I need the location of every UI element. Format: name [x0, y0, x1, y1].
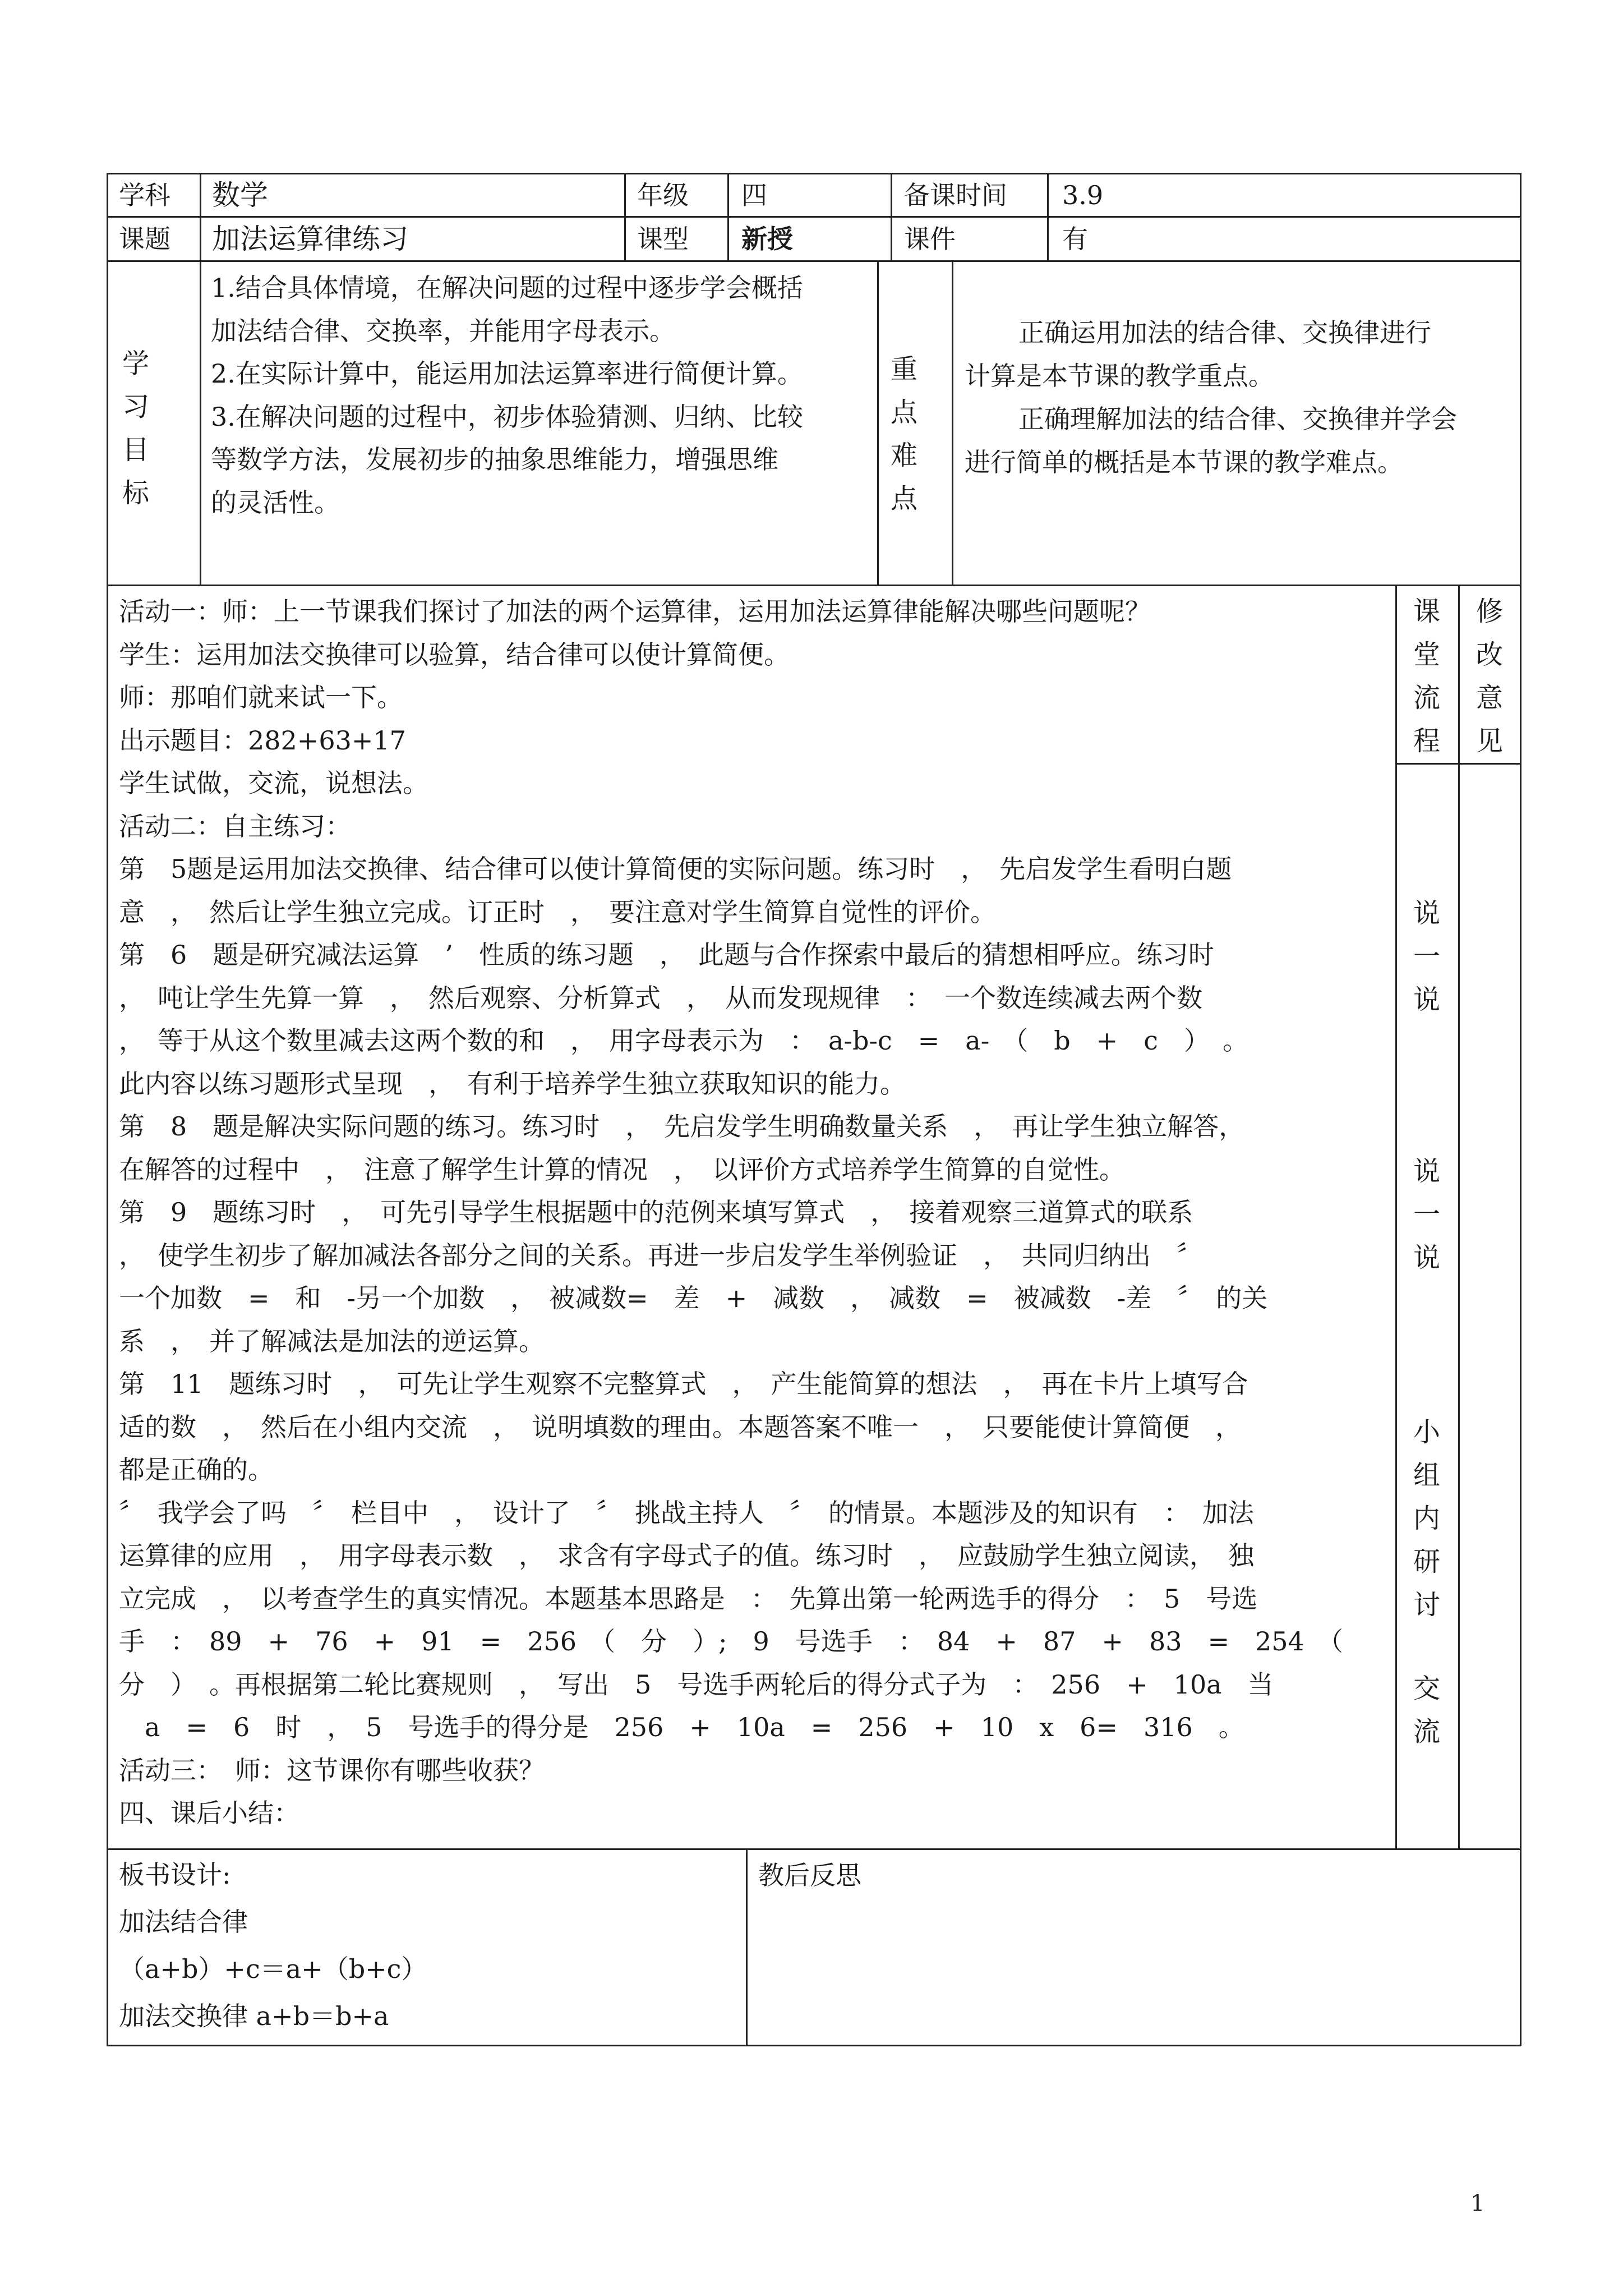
prep-time-value: 3.9	[1062, 180, 1104, 210]
flow-header: 课 堂 流 程	[1413, 596, 1440, 757]
revise-header: 修 改 意 见	[1476, 596, 1503, 757]
grade-label: 年级	[637, 180, 689, 210]
objectives-label: 学 习 目 标	[122, 348, 149, 509]
process-text: 活动一：师：上一节课我们探讨了加法的两个运算律，运用加法运算律能解决哪些问题呢？ 学生：运用加法交换律可以验算，结合律可以使计算简便。 师：那咱们就来试一下。 出示题目：282+63+17 学生试做，交流，说想法。 活动二：自主练习： 第 5题是运用加法交换律、结合律可以使计算简便的实际问题。练习时 ， 先启发学生看明白题 意 ， 然后让学生独立完成。订正时 ， 要注意对学生简算自觉性的评价。 第 6 题是研究减法运算 ’ 性质的练习题 ， 此题与合作探索中最后的猜想相呼应。练习时 ， 吨让学生先算一算 ， 然后观察、分析算式 ， 从而发现规律 ： 一个数连续减去两个数 ， 等于从这个数里减去这两个数的和 ， 用字母表示为 ： a-b-c = a- （ b + c ） 。 此内容以练习题形式呈现 ， 有利于培养学生独立获取知识的能力。 第 8 题是解决实际问题的练习。练习时 ， 先启发学生明确数量关系 ， 再让学生独立解答， 在解答的过程中 ， 注意了解学生计算的情况 ， 以评价方式培养学生简算的自觉性。 第 9 题练习时 ， 可先引导学生根据题中的范例来填写算式 ， 接着观察三道算式的联系 ， 使学生初步了解加减法各部分之间的关系。再进一步启发学生举例验证 ， 共同归纳出 〞 一个加数 = 和 -另一个加数 ， 被减数= 差 + 减数 ， 减数 = 被减数 -差 〞 的关 系 ， 并了解减法是加法的逆运算。 第 11 题练习时 ， 可先让学生观察不完整算式 ， 产生能简算的想法 ， 再在卡片上填写合 适的数 ， 然后在小组内交流 ， 说明填数的理由。本题答案不唯一 ， 只要能使计算简便 ， 都是正确的。 〞 我学会了吗 〞 栏目中 ， 设计了 〞 挑战主持人 〞 的情景。本题涉及的知识有 ： 加法 运算律的应用 ， 用字母表示数 ， 求含有字母式子的值。练习时 ， 应鼓励学生独立阅读， 独 立完成 ， 以考查学生的真实情况。本题基本思路是 ： 先算出第一轮两选手的得分 ： 5 号选 手 ： 89 + 76 + 91 = 256 （ 分 ）; 9 号选手 ： 84 + 87 + 83 = 254 （ 分 ） 。再根据第二轮比赛规则 ， 写出 5 号选手两轮后的得分式子为 ： 256 + 10a 当 a = 6 时 ， 5 号选手的得分是 256 + 10a = 256 + 10 x 6= 316 。 活动三： 师：这节课你有哪些收获？ 四、课后小结：	[119, 596, 1343, 1828]
prep-time-label: 备课时间	[904, 180, 1007, 210]
board-design: 板书设计: 加法结合律 （a+b）+c＝a+（b+c） 加法交换律 a+b＝b+a	[119, 1860, 427, 2031]
type-label: 课型	[637, 224, 689, 254]
topic-label: 课题	[119, 224, 170, 254]
flow-note-exchange: 交 流	[1413, 1673, 1440, 1747]
flow-note-say-1: 说 一 说	[1413, 898, 1440, 1015]
type-value: 新授	[741, 224, 793, 254]
flow-note-say-2: 说 一 说	[1413, 1156, 1440, 1273]
reflection-label: 教后反思	[758, 1860, 861, 1890]
subject-label: 学科	[119, 180, 170, 210]
objectives-text: 1.结合具体情境，在解决问题的过程中逐步学会概括 加法结合律、交换率，并能用字母表示。 2.在实际计算中，能运用加法运算率进行简便计算。 3.在解决问题的过程中，初步体验猜测、归纳、比较 等数学方法，发展初步的抽象思维能力，增强思维 的灵活性。	[211, 273, 803, 518]
courseware-value: 有	[1062, 224, 1088, 254]
courseware-label: 课件	[904, 224, 956, 254]
grade-value: 四	[741, 180, 767, 210]
flow-note-discuss: 小 组 内 研 讨	[1413, 1416, 1440, 1621]
subject-value: 数学	[212, 179, 268, 211]
page-number: 1	[1470, 2191, 1485, 2216]
topic-value: 加法运算律练习	[212, 223, 408, 255]
key-points-text: 正确运用加法的结合律、交换律进行 计算是本节课的教学重点。 正确理解加法的结合律、交换律并学会 进行简单的概括是本节课的教学难点。	[965, 318, 1457, 477]
key-points-label: 重 点 难 点	[890, 353, 917, 514]
